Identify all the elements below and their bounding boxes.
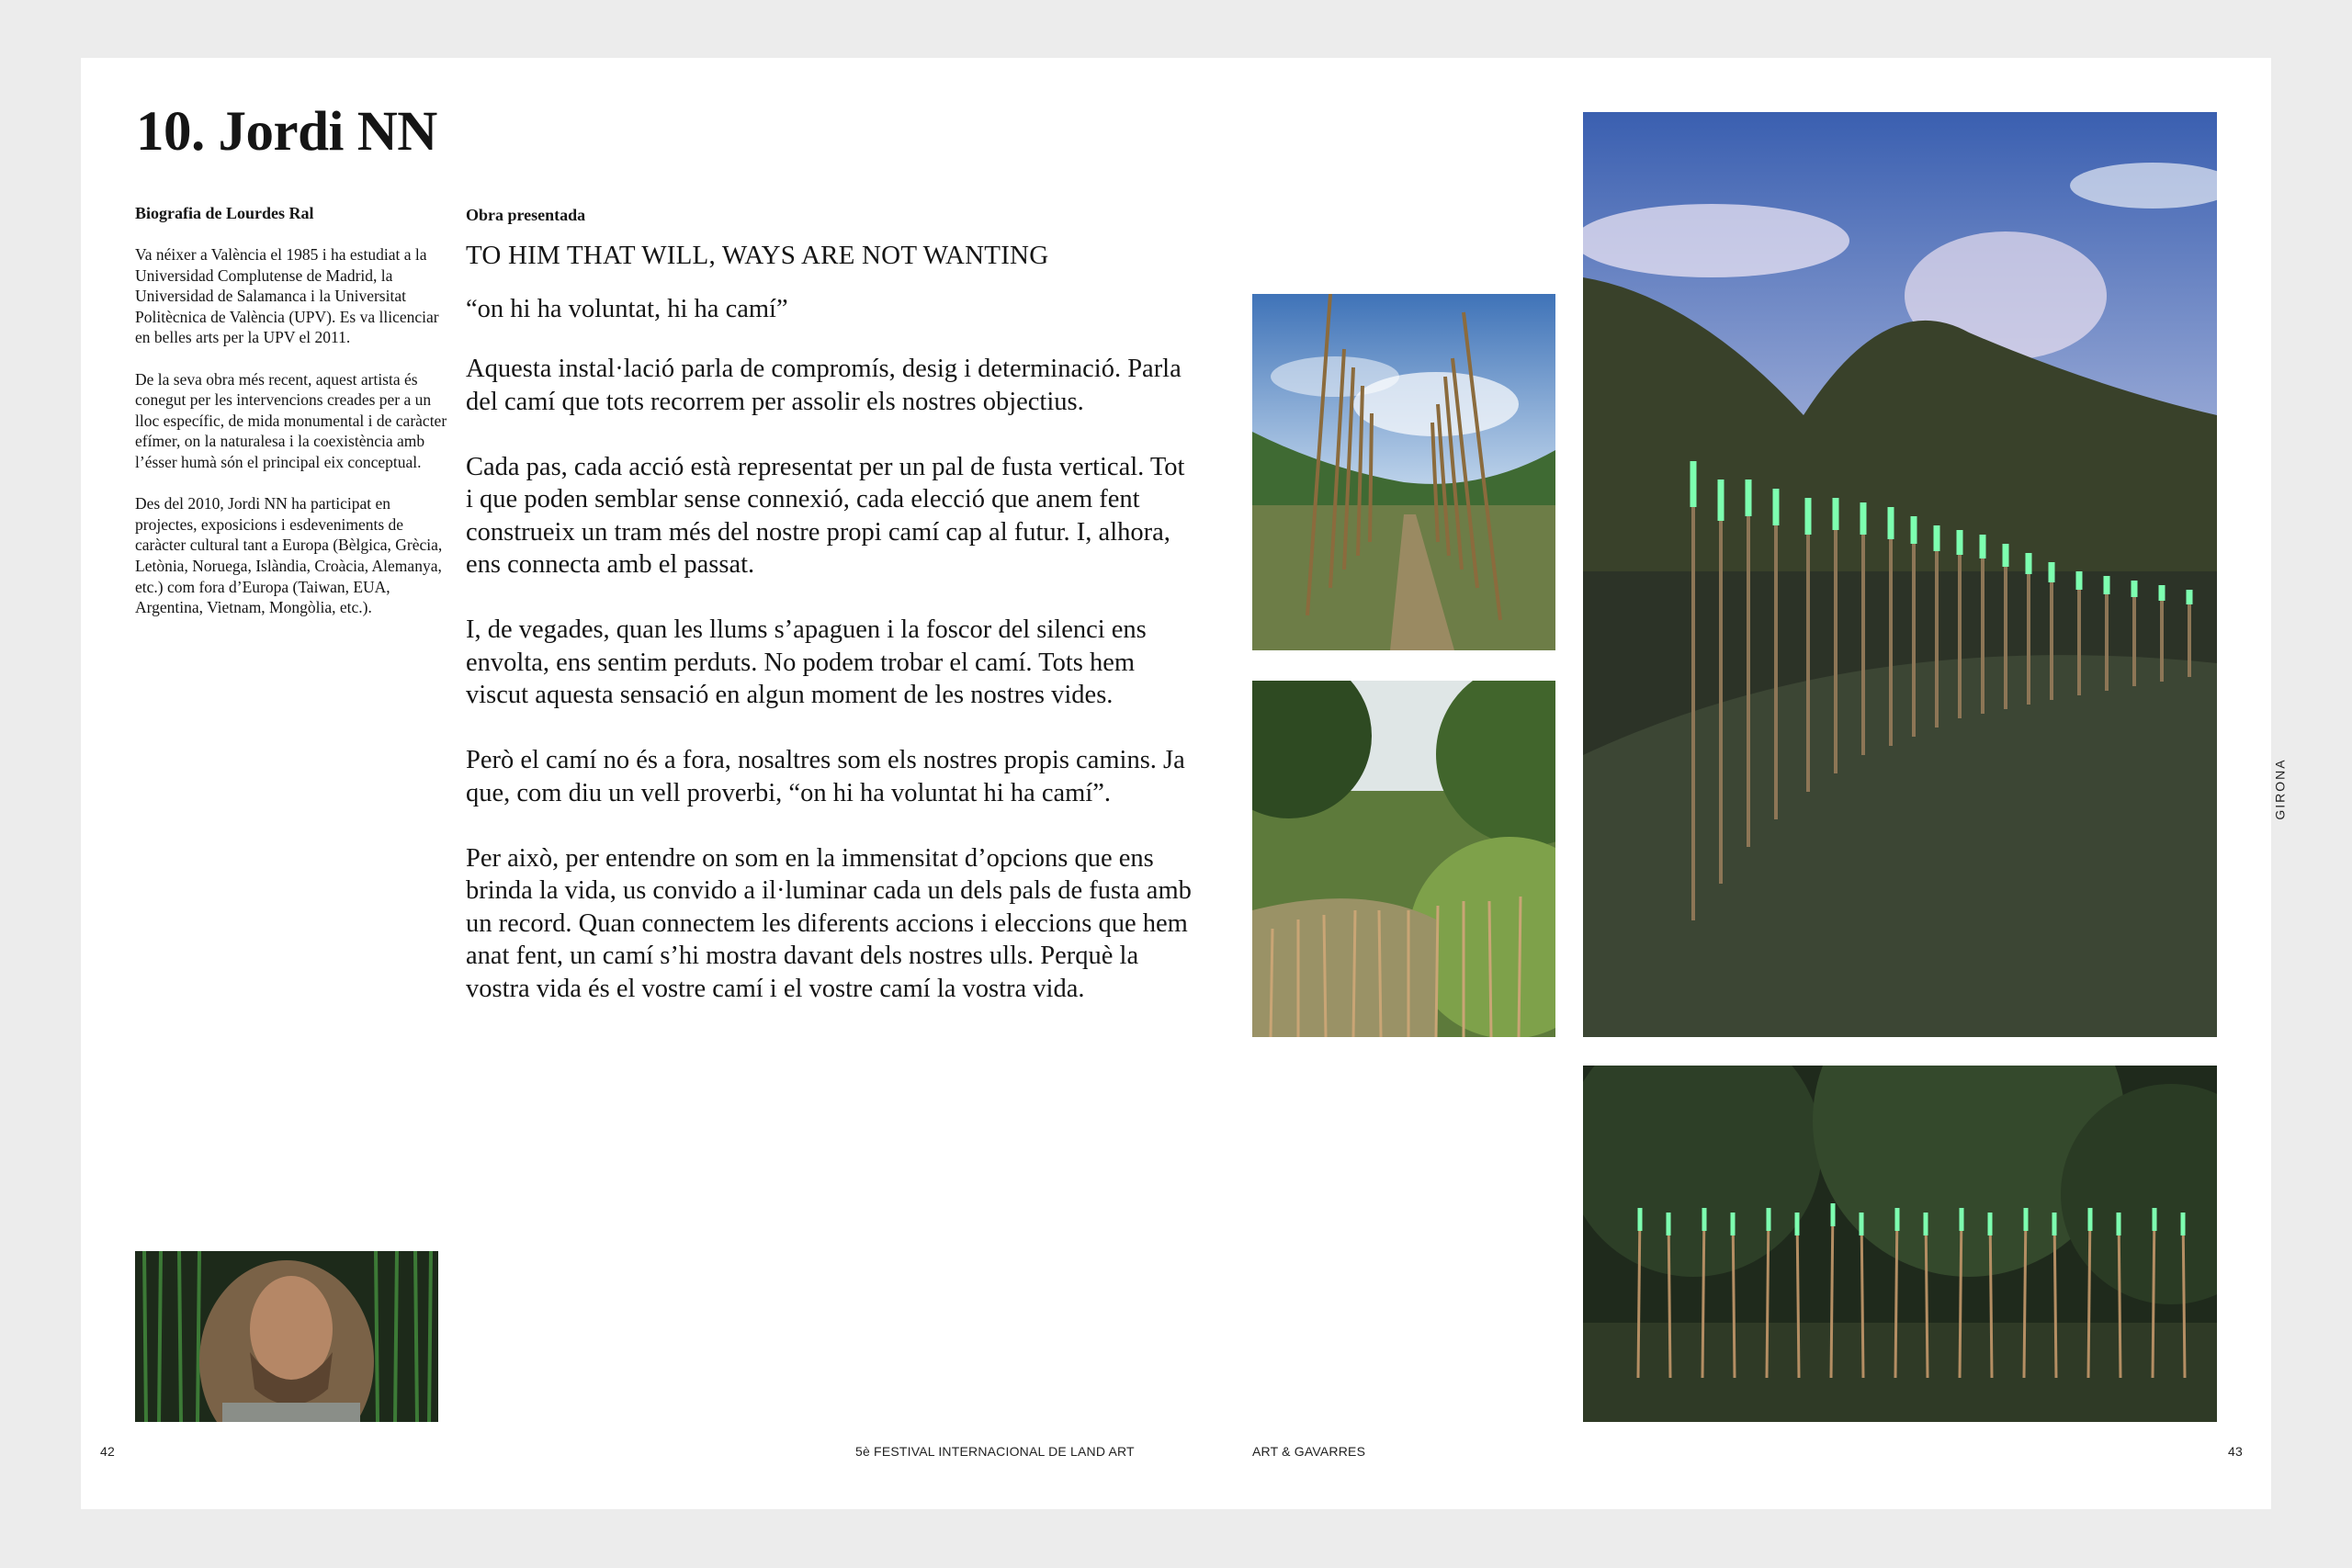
work-title: TO HIM THAT WILL, WAYS ARE NOT WANTING [466, 241, 1049, 270]
work-paragraph: Cada pas, cada acció està representat per un pal de fusta vertical. Tot i que poden semblar sense connexió, cada elecció que anem fent construeix un tram més del nostre propi camí cap al futur. I, alhora, ens connecta amb el passat. [466, 452, 1185, 579]
bio-text [135, 244, 447, 638]
work-paragraph: Però el camí no és a fora, nosaltres som els nostres propis camins. Ja que, com diu un vell proverbi, “on hi ha voluntat hi ha camí”. [466, 746, 1185, 807]
page-number-right: 43 [2228, 1444, 2243, 1459]
bio-paragraph: De la seva obra més recent, aquest artista és conegut per les intervencions creades per a un lloc específic, de mida monumental i de caràcter efímer, on la naturalesa i la coexistència amb l’ésser humà són el principal eix conceptual. [135, 369, 447, 471]
bio-paragraph: Des del 2010, Jordi NN ha participat en projectes, exposicions i esdeveniments de caràcter cultural tant a Europa (Bèlgica, Grècia, Letònia, Noruega, Islàndia, Croàcia, Alemanya, etc.) com fora d’Europa (Taiwan, EUA, Argentina, Vietnam, Mongòlia, etc.). [135, 494, 443, 617]
location-side-label: GIRONA [2272, 758, 2288, 820]
page-title: 10. Jordi NN [136, 101, 437, 163]
footer-art-gavarres: ART & GAVARRES [1252, 1444, 1366, 1459]
work-text [466, 240, 1192, 1038]
installation-photo-daytime [1252, 294, 1555, 650]
footer-festival: 5è FESTIVAL INTERNACIONAL DE LAND ART [855, 1444, 1135, 1459]
bio-heading: Biografia de Lourdes Ral [135, 204, 314, 222]
magazine-spread [81, 58, 2288, 1509]
installation-photo-path [1252, 681, 1555, 1037]
work-subtitle: “on hi ha voluntat, hi ha camí” [466, 294, 788, 323]
artist-portrait-photo [135, 1251, 438, 1422]
installation-photo-dusk [1583, 112, 2217, 1037]
installation-photo-night [1583, 1066, 2217, 1422]
work-paragraph: Per això, per entendre on som en la immensitat d’opcions que ens brinda la vida, us convido a il·luminar cada un dels pals de fusta amb un record. Quan connectem les diferents accions i eleccions que hem anat fent, un camí s’hi mostra davant dels nostres ulls. Perquè la vostra vida és el vostre camí i el vostre camí la vostra vida. [466, 843, 1192, 1003]
work-heading: Obra presentada [466, 206, 586, 224]
bio-paragraph: Va néixer a València el 1985 i ha estudiat a la Universidad Complutense de Madrid, la Universidad de Salamanca i la Universitat Politècnica de València (UPV). Es va llicenciar en belles arts per la UPV el 2011. [135, 245, 439, 347]
work-paragraph: I, de vegades, quan les llums s’apaguen i la foscor del silenci ens envolta, ens sentim perduts. No podem trobar el camí. Tots hem viscut aquesta sensació en algun moment de les nostres vides. [466, 615, 1147, 709]
work-paragraph: Aquesta instal·lació parla de compromís, desig i determinació. Parla del camí que tots recorrem per assolir els nostres objectius. [466, 355, 1182, 416]
page-number-left: 42 [100, 1444, 115, 1459]
